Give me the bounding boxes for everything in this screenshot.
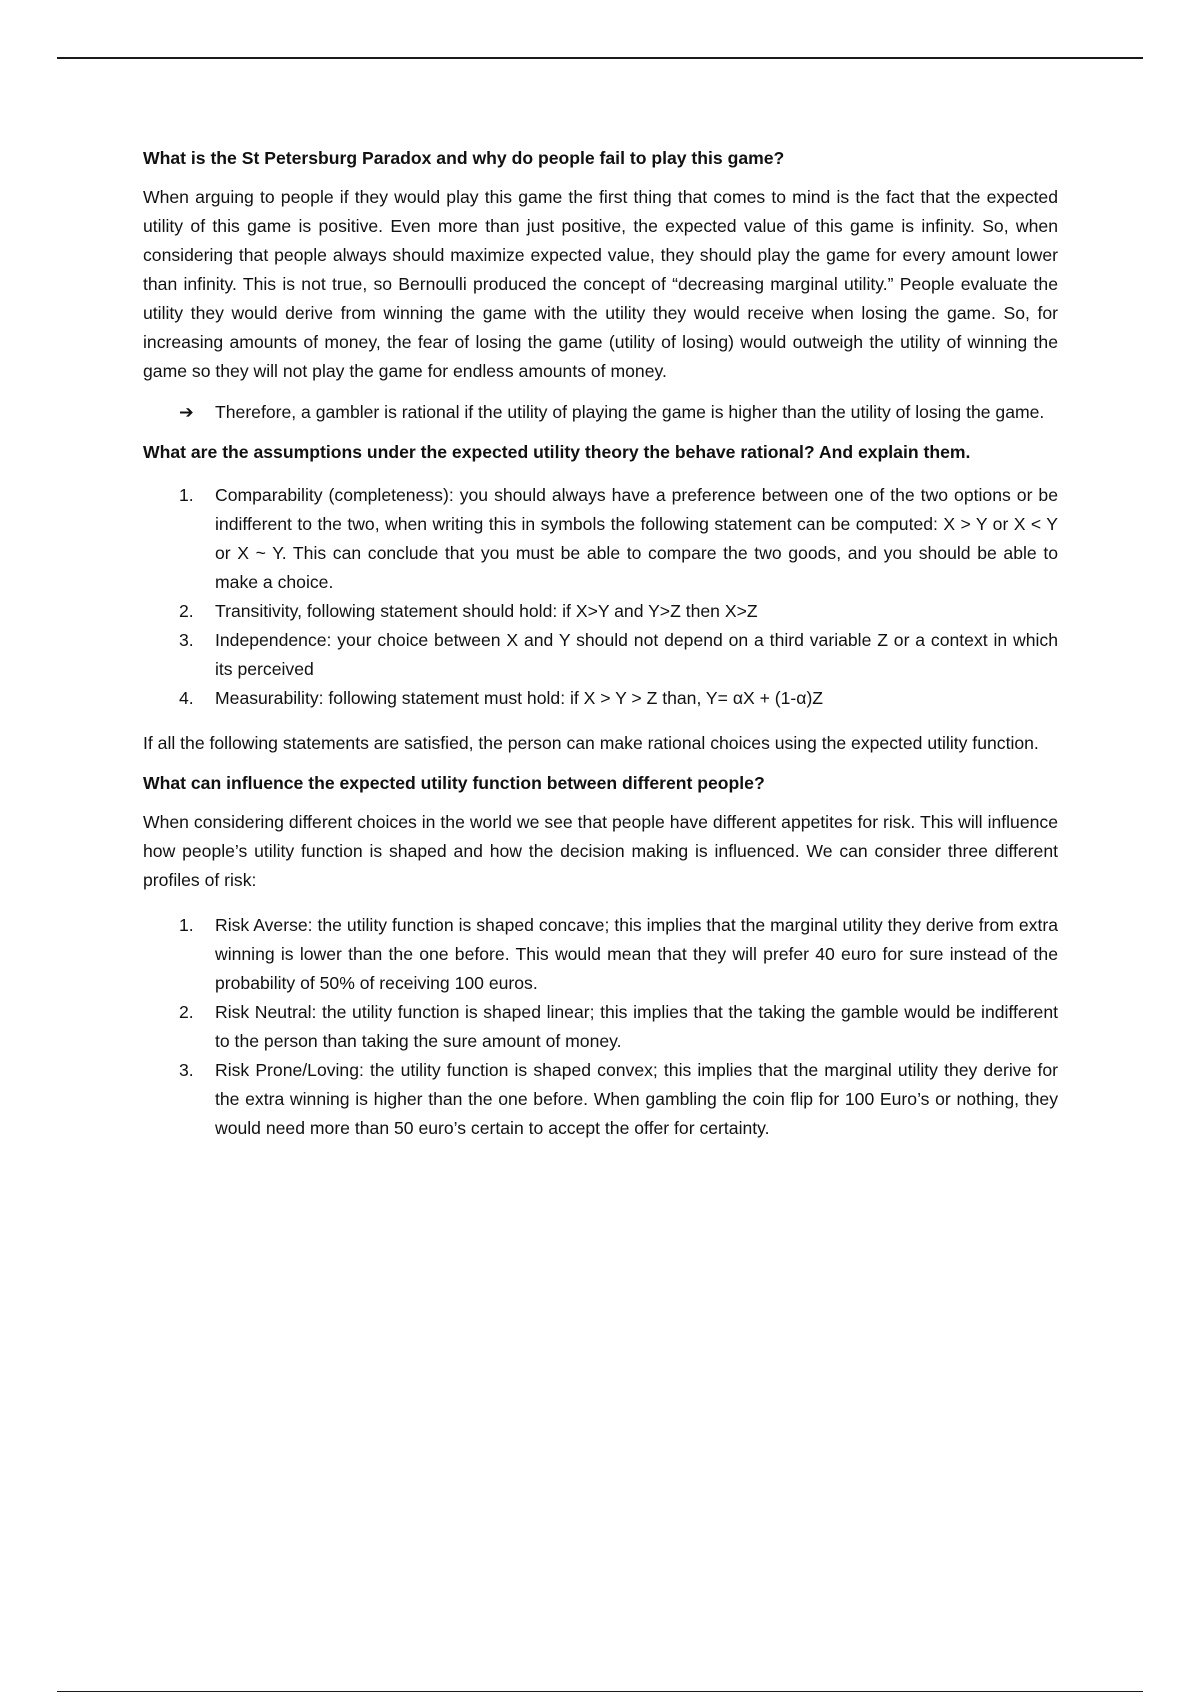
list-item bbox=[143, 481, 1058, 597]
list-number: 3. bbox=[179, 630, 194, 650]
header-rule bbox=[57, 57, 1143, 59]
list-item bbox=[143, 684, 1058, 713]
section-heading-assumptions: What are the assumptions under the expected utility theory the behave rational? And explain them. bbox=[143, 442, 971, 462]
list-item-text: Independence: your choice between X and Y should not depend on a third variable Z or a context in which its perceived bbox=[215, 630, 1058, 679]
list-item bbox=[143, 998, 1058, 1056]
paragraph-st-petersburg: When arguing to people if they would play this game the first thing that comes to mind is the fact that the expected utility of this game is positive. Even more than just positive, the expected value of this game is infinity. So, when considering that people always should maximize expected value, they should play the game for every amount lower than infinity. This is not true, so Bernoulli produced the concept of “decreasing marginal utility.” People evaluate the utility they would derive from winning the game with the utility they would receive when losing the game. So, for increasing amounts of money, the fear of losing the game (utility of losing) would outweigh the utility of winning the game so they will not play the game for endless amounts of money. bbox=[143, 187, 1058, 381]
list-number: 2. bbox=[179, 1002, 194, 1022]
list-item bbox=[143, 1056, 1058, 1143]
list-number: 2. bbox=[179, 601, 194, 621]
list-item-text: Comparability (completeness): you should always have a preference between one of the two options or be indifferent to the two, when writing this in symbols the following statement can be computed: X > Y or X < Y or X ~ Y. This can conclude that you must be able to compare the two goods, and you should be able to make a choice. bbox=[215, 485, 1058, 592]
list-item bbox=[143, 626, 1058, 684]
list-number: 3. bbox=[179, 1060, 194, 1080]
list-item-text: Risk Prone/Loving: the utility function is shaped convex; this implies that the marginal utility they derive for the extra winning is higher than the one before. When gambling the coin flip for 100 Euro’s or nothing, they would need more than 50 euro’s certain to accept the offer for certainty. bbox=[215, 1060, 1058, 1138]
assumptions-list bbox=[143, 481, 1058, 713]
arrow-bullet bbox=[179, 398, 1058, 427]
list-item bbox=[143, 911, 1058, 998]
risk-profiles-list bbox=[143, 911, 1058, 1143]
list-number: 1. bbox=[179, 915, 194, 935]
footer-rule bbox=[57, 1691, 1143, 1692]
list-item-text: Risk Averse: the utility function is shaped concave; this implies that the marginal utility they derive from extra winning is lower than the one before. This would mean that they will prefer 40 euro for sure instead of the probability of 50% of receiving 100 euros. bbox=[215, 915, 1058, 993]
list-number: 1. bbox=[179, 485, 194, 505]
list-item-text: Risk Neutral: the utility function is shaped linear; this implies that the taking the gamble would be indifferent to the person than taking the sure amount of money. bbox=[215, 1002, 1058, 1051]
list-item bbox=[143, 597, 1058, 626]
list-item-text: Transitivity, following statement should hold: if X>Y and Y>Z then X>Z bbox=[215, 601, 758, 621]
arrow-bullet-text: Therefore, a gambler is rational if the utility of playing the game is higher than the utility of losing the game. bbox=[215, 402, 1045, 422]
list-item-text: Measurability: following statement must hold: if X > Y > Z than, Y= αX + (1-α)Z bbox=[215, 688, 824, 708]
section-heading-influence: What can influence the expected utility function between different people? bbox=[143, 773, 765, 793]
paragraph-assumptions-conclusion: If all the following statements are satisfied, the person can make rational choices using the expected utility function. bbox=[143, 733, 1039, 753]
document-body bbox=[143, 145, 1058, 1155]
section-heading-st-petersburg: What is the St Petersburg Paradox and why do people fail to play this game? bbox=[143, 148, 785, 168]
paragraph-influence: When considering different choices in the world we see that people have different appetites for risk. This will influence how people’s utility function is shaped and how the decision making is influenced. We can consider three different profiles of risk: bbox=[143, 812, 1058, 890]
arrow-right-icon: ➔ bbox=[179, 402, 194, 422]
list-number: 4. bbox=[179, 688, 194, 708]
